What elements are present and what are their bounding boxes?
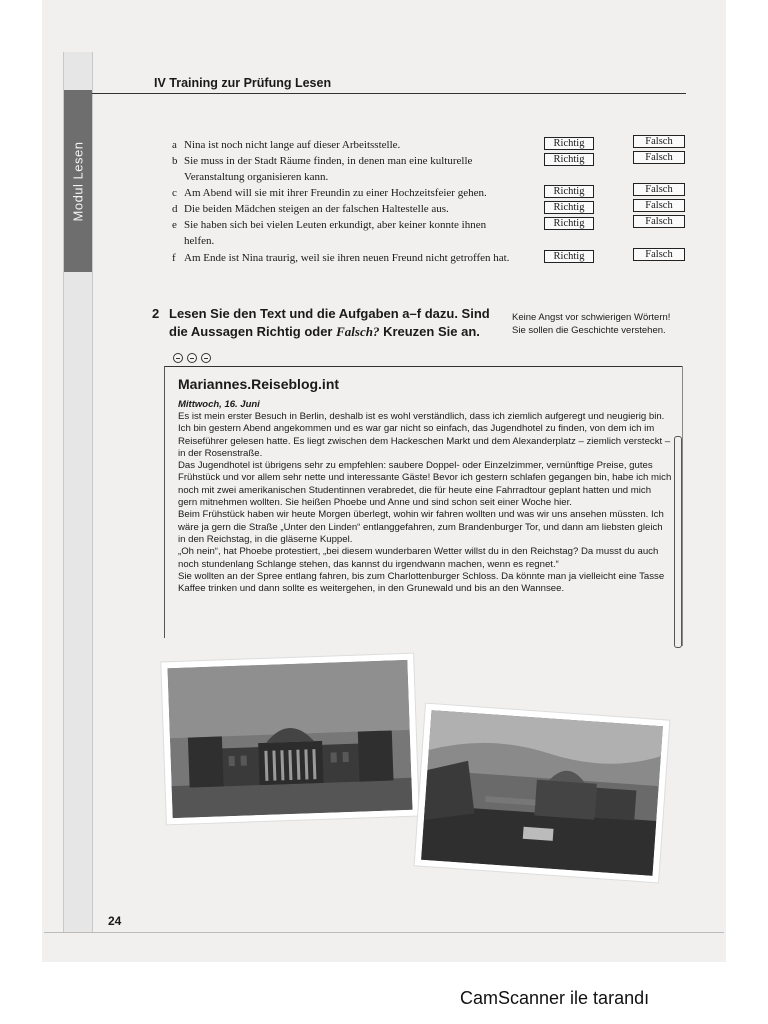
- statement-text: Sie muss in der Stadt Räume finden, in denen man eine kulturelle Veranstaltung organisieren kann.: [184, 155, 473, 183]
- hint-line-1: Keine Angst vor schwierigen Wörtern!: [512, 312, 671, 323]
- exercise-number: 2: [152, 306, 160, 321]
- richtig-box-b[interactable]: Richtig: [544, 153, 594, 166]
- statement-text: Am Abend will sie mit ihrer Freundin zu einer Hochzeitsfeier gehen.: [184, 187, 487, 199]
- statement-text: Sie haben sich bei vielen Leuten erkundigt, aber keiner konnte ihnen helfen.: [184, 219, 487, 247]
- statement-c: [172, 185, 512, 201]
- minimize-circle-icon: [173, 353, 183, 363]
- statement-b: [172, 153, 512, 185]
- falsch-box-a[interactable]: Falsch: [633, 135, 685, 148]
- falsch-box-f[interactable]: Falsch: [633, 248, 685, 261]
- statement-text: Nina ist noch nicht lange auf dieser Arbeitsstelle.: [184, 139, 401, 151]
- richtig-box-d[interactable]: Richtig: [544, 201, 594, 214]
- statement-letter: c: [172, 187, 177, 199]
- minimize-circle-icon: [201, 353, 211, 363]
- statement-text: Die beiden Mädchen steigen an der falschen Haltestelle aus.: [184, 203, 449, 215]
- richtig-box-c[interactable]: Richtig: [544, 185, 594, 198]
- blog-title: Mariannes.Reiseblog.int: [178, 376, 340, 392]
- footer-divider: [44, 932, 724, 933]
- instruction-line-2-start: die Aussagen Richtig oder: [169, 324, 337, 339]
- exercise-2-instruction: [152, 305, 490, 341]
- blog-paragraph: Es ist mein erster Besuch in Berlin, deshalb ist es wohl verständlich, dass ich ziemlich aufgeregt und neugierig bin. Ich bin gestern Abend angekommen und es war gar nicht so einfach, das Jugendhotel zu finden, von dem ich im Reiseführer gelesen hatte. Es liegt zwischen dem Hackeschen Markt und dem Alexanderplatz – ziemlich versteckt – in der Rosenstraße.: [178, 411, 671, 459]
- falsch-box-c[interactable]: Falsch: [633, 183, 685, 196]
- falsch-box-b[interactable]: Falsch: [633, 151, 685, 164]
- blog-paragraph: Sie wollten an der Spree entlang fahren, bis zum Charlottenburger Schloss. Da könnte man ja vielleicht eine Tasse Kaffee trinken und dann sollte es weitergehen, in den Grunewald und bis an den Wannsee.: [178, 570, 665, 595]
- side-tab: [63, 52, 93, 932]
- statement-letter: d: [172, 203, 178, 215]
- falsch-box-d[interactable]: Falsch: [633, 199, 685, 212]
- scrollbar: [674, 436, 682, 648]
- reichstag-illustration: [167, 660, 412, 818]
- richtig-box-a[interactable]: Richtig: [544, 137, 594, 150]
- page-number: 24: [108, 914, 122, 928]
- instruction-line-2-italic: Falsch?: [336, 324, 380, 339]
- statement-a: [172, 137, 512, 153]
- bode-museum-illustration: [421, 710, 663, 876]
- section-title: IV Training zur Prüfung Lesen: [154, 76, 332, 90]
- header-divider: [92, 93, 686, 94]
- hint-line-2: Sie sollen die Geschichte verstehen.: [512, 325, 666, 336]
- statement-f: [172, 250, 512, 266]
- side-tab-marker: [64, 90, 92, 272]
- side-tab-label: Modul Lesen: [70, 141, 86, 221]
- statement-letter: f: [172, 252, 176, 264]
- blog-paragraph: Beim Frühstück haben wir heute Morgen überlegt, wohin wir fahren wollten und was wir uns ansehen müssten. Ich wäre ja gern die Straße „Unter den Linden“ entlanggefahren, zum Brandenburger Tor, und dann am liebsten gleich in den Reichstag, in die gläserne Kuppel.: [178, 509, 664, 545]
- window-controls: [173, 353, 211, 363]
- blog-window-top-border: [164, 366, 682, 367]
- scanner-watermark: CamScanner ile tarandı: [460, 988, 650, 1008]
- hint-note: [512, 311, 692, 337]
- blog-paragraph: „Oh nein“, hat Phoebe protestiert, „bei diesem wunderbaren Wetter willst du in den Reichstag? Da musst du auch noch stundenlang Schlange stehen, das kannst du irgendwann machen, wenn es regnet.“: [178, 546, 659, 570]
- bode-museum-photo: [415, 704, 670, 883]
- blog-paragraph: Das Jugendhotel ist übrigens sehr zu empfehlen: saubere Doppel- oder Einzelzimmer, vernünftige Preise, gutes Frühstück und vor allem sehr nette und interessante Gäste! Bevor ich gestern schlafen gegangen bin, habe ich mich noch mit zwei amerikanischen Studentinnen verabredet, die für heute eine Fahrradtour geplant hatten und mich gern mitnehmen wollten. Sie heißen Phoebe und Anne und sind schon seit einer Woche hier.: [178, 460, 672, 509]
- blog-window-right-border: [682, 366, 683, 646]
- statement-letter: b: [172, 155, 178, 167]
- instruction-line-2: [169, 323, 490, 341]
- instruction-line-2-end: Kreuzen Sie an.: [379, 324, 480, 339]
- statement-letter: e: [172, 219, 177, 231]
- blog-date: Mittwoch, 16. Juni: [178, 399, 260, 410]
- statement-e: [172, 217, 512, 249]
- statement-text: Am Ende ist Nina traurig, weil sie ihren neuen Freund nicht getroffen hat.: [184, 252, 510, 264]
- reichstag-photo: [161, 654, 419, 825]
- falsch-box-e[interactable]: Falsch: [633, 215, 685, 228]
- statement-letter: a: [172, 139, 177, 151]
- blog-body: [178, 411, 672, 595]
- minimize-circle-icon: [187, 353, 197, 363]
- blog-window-left-border: [164, 366, 165, 638]
- richtig-box-f[interactable]: Richtig: [544, 250, 594, 263]
- richtig-box-e[interactable]: Richtig: [544, 217, 594, 230]
- statement-d: [172, 201, 512, 217]
- instruction-line-1: Lesen Sie den Text und die Aufgaben a–f dazu. Sind: [169, 306, 490, 321]
